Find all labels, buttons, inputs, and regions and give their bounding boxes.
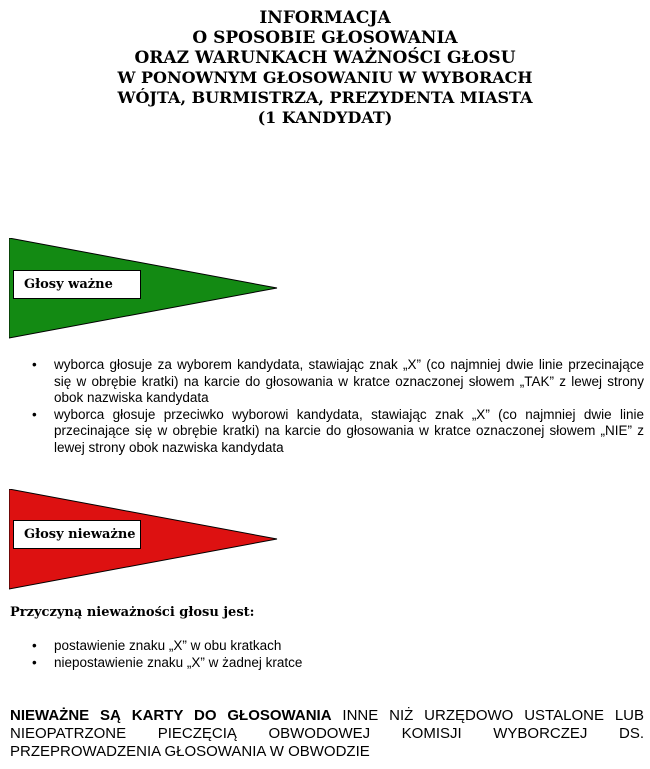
invalid-reason-heading: Przyczyną nieważności głosu jest: — [10, 605, 255, 620]
invalid-votes-list — [32, 638, 644, 671]
valid-item-1-text: wyborca głosuje za wyborem kandydata, stawiając znak „X” (co najmniej dwie linie przecinające się w obrębie kratki) na karcie do głosowania w kratce oznaczonej słowem „TAK” z lewej strony obok nazwiska kandydata — [54, 357, 644, 405]
footer-bold-text: NIEWAŻNE SĄ KARTY DO GŁOSOWANIA — [10, 707, 332, 724]
valid-votes-pennant — [9, 238, 281, 340]
valid-votes-label: Głosy ważne — [13, 270, 141, 299]
document-title — [0, 8, 650, 128]
footer-notice — [10, 707, 644, 761]
title-line-1: INFORMACJA — [259, 8, 391, 28]
title-line-6: (1 KANDYDAT) — [257, 108, 393, 127]
bullet-icon: • — [32, 638, 37, 653]
valid-item-2-text: wyborca głosuje przeciwko wyborowi kandydata, stawiając znak „X” (co najmniej dwie linie przecinające się w obrębie kratki) na karcie do głosowania w kratce oznaczonej słowem „NIE” z lewej strony obok nazwiska kandydata — [54, 406, 644, 455]
title-line-2: O SPOSOBIE GŁOSOWANIA — [192, 28, 458, 48]
title-line-5: WÓJTA, BURMISTRZA, PREZYDENTA MIASTA — [117, 88, 533, 107]
list-item — [32, 655, 644, 672]
list-item — [32, 638, 644, 655]
invalid-item-2-text: niepostawienie znaku „X” w żadnej kratce — [54, 654, 303, 670]
bullet-icon: • — [32, 654, 37, 670]
footer-rest-text: INNE NIŻ URZĘDOWO USTALONE LUB NIEOPATRZONE PIECZĘCIĄ OBWODOWEJ KOMISJI WYBORCZEJ DS. PRZEPROWADZENIA GŁOSOWANIA W OBWODZIE — [10, 707, 645, 760]
bullet-icon: • — [32, 406, 37, 422]
bullet-icon: • — [32, 357, 37, 372]
list-item — [32, 407, 644, 457]
valid-votes-list — [32, 357, 644, 456]
title-line-3: ORAZ WARUNKACH WAŻNOŚCI GŁOSU — [134, 48, 516, 68]
invalid-item-1-text: postawienie znaku „X” w obu kratkach — [54, 638, 282, 653]
invalid-votes-pennant — [9, 489, 281, 591]
list-item — [32, 357, 644, 407]
invalid-votes-label: Głosy nieważne — [13, 520, 141, 549]
title-line-4: W PONOWNYM GŁOSOWANIU W WYBORACH — [117, 68, 533, 87]
